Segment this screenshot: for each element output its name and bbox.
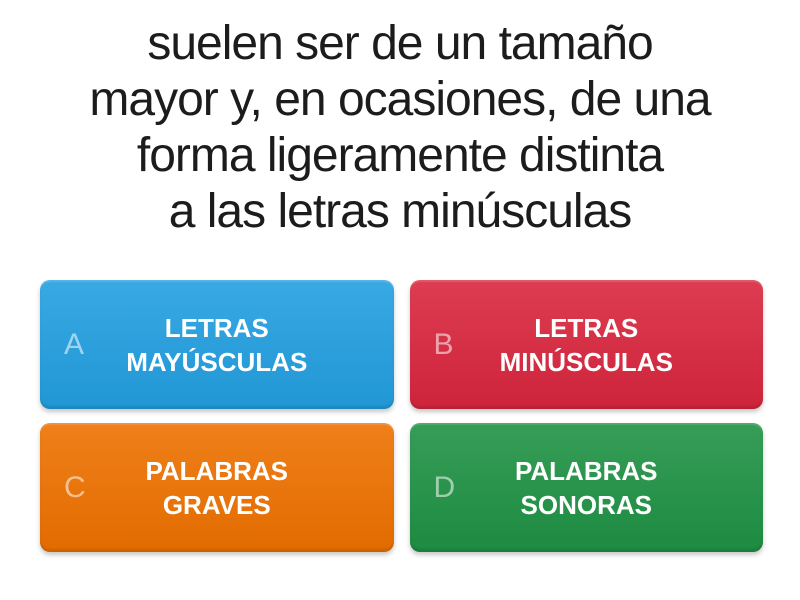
answer-button-c[interactable] [40, 423, 394, 552]
answer-button-d[interactable] [410, 423, 764, 552]
answer-button-b[interactable] [410, 280, 764, 409]
answers-grid [0, 280, 800, 552]
question-line: mayor y, en ocasiones, de una [89, 73, 711, 126]
question-text [0, 16, 800, 240]
answer-label-c: PALABRAS GRAVES [145, 455, 289, 520]
question-line: suelen ser de un tamaño [147, 17, 653, 70]
answer-letter-c: C [64, 470, 86, 504]
answer-letter-b: B [433, 327, 454, 361]
answer-letter-a: A [64, 327, 85, 361]
answer-label-a: LETRAS MAYÚSCULAS [126, 312, 308, 377]
answer-label-d: PALABRAS SONORAS [514, 455, 658, 520]
answer-button-a[interactable] [40, 280, 394, 409]
question-line: forma ligeramente distinta [136, 129, 664, 182]
question-line: a las letras minúsculas [168, 185, 632, 238]
answer-letter-d: D [433, 470, 456, 504]
answer-label-b: LETRAS MINÚSCULAS [499, 312, 673, 377]
